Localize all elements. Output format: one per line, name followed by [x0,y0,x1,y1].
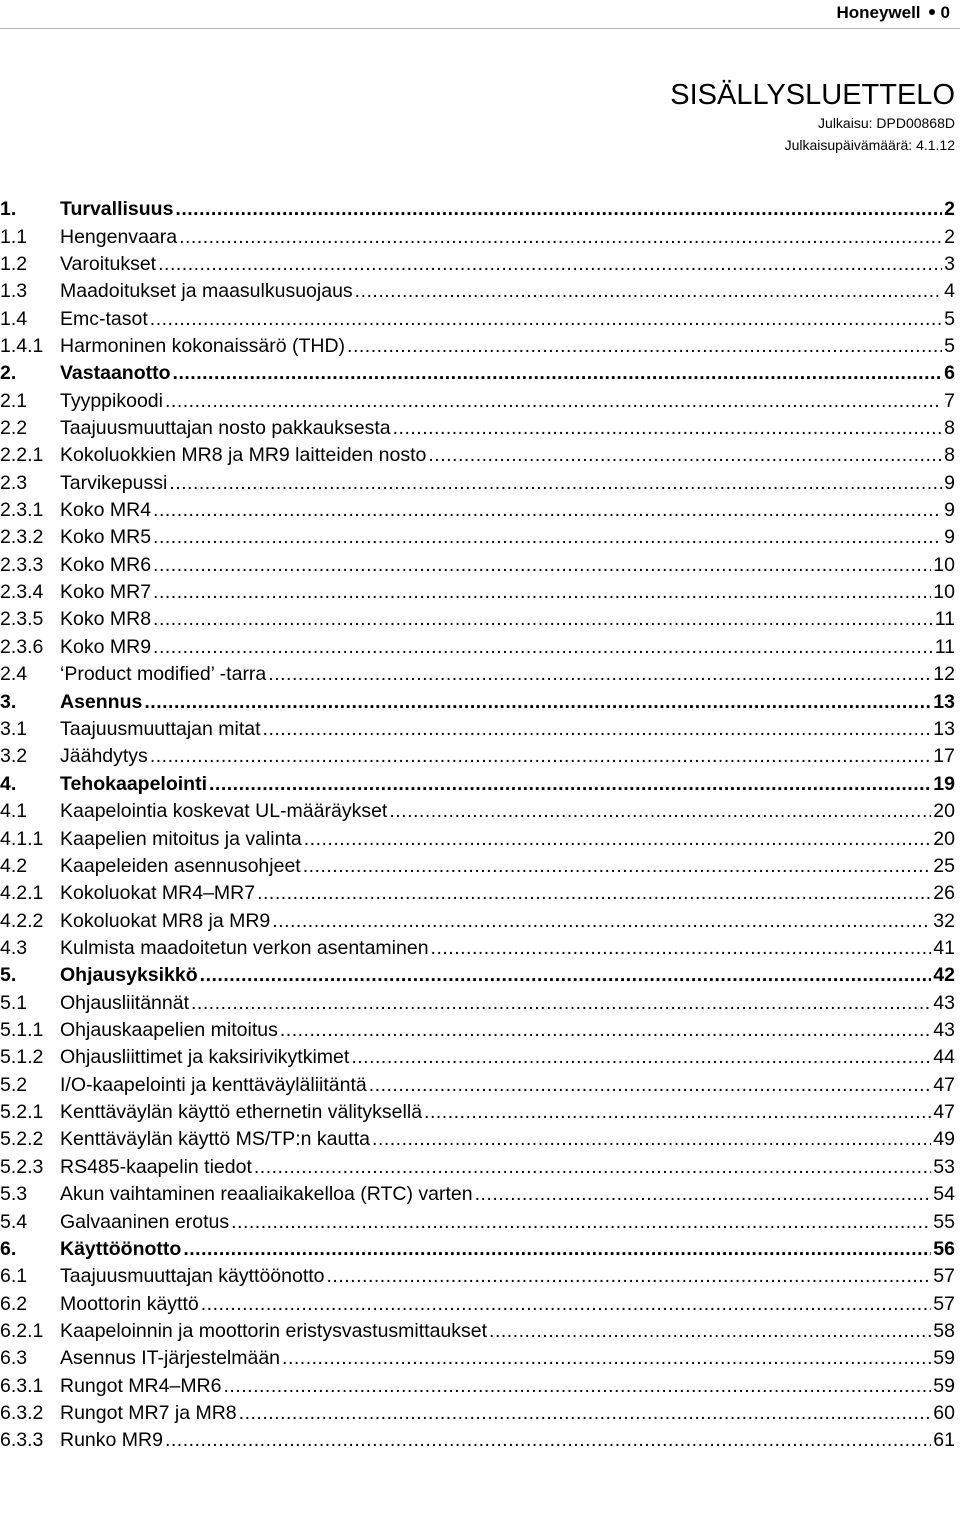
toc-entry-number: 2.3.4 [0,581,44,604]
toc-entry-number: 6.3.2 [0,1402,44,1425]
toc-dot-leader [153,552,931,579]
header-content [836,3,950,23]
toc-dot-leader [201,1291,932,1318]
toc-entry[interactable] [0,661,955,688]
toc-entry[interactable] [0,880,955,907]
toc-entry[interactable] [0,1400,955,1427]
toc-entry[interactable] [0,388,955,415]
toc-entry-page: 53 [933,1155,955,1178]
toc-entry-title: Maadoitukset ja maasulkusuojaus [60,280,353,303]
toc-entry-page: 32 [933,909,955,932]
toc-entry-page: 6 [944,362,955,385]
toc-dot-leader [424,1099,931,1126]
toc-entry-page: 9 [944,499,955,522]
toc-entry-page: 42 [933,964,955,987]
toc-entry-page: 11 [934,608,955,631]
toc-entry-page: 43 [933,991,955,1014]
toc-entry[interactable] [0,1072,955,1099]
toc-dot-leader [175,196,942,223]
toc-dot-leader [303,853,932,880]
toc-entry-page: 20 [933,800,955,823]
toc-entry-title: Kenttäväylän käyttö ethernetin välityksellä [60,1101,423,1124]
toc-entry-title: Kokoluokat MR8 ja MR9 [60,909,271,932]
toc-entry-title: Ohjausliitännät [60,991,189,1014]
toc-entry-number: 2.3 [0,471,28,494]
toc-entry-page: 49 [933,1128,955,1151]
toc-entry-page: 60 [933,1402,955,1425]
toc-dot-leader [393,415,943,442]
toc-entry-number: 4.2 [0,854,28,877]
toc-entry[interactable] [0,1291,955,1318]
toc-entry[interactable] [0,278,955,305]
toc-entry-number: 4.1.1 [0,827,44,850]
toc-dot-leader [239,1400,932,1427]
toc-dot-leader [475,1181,932,1208]
toc-dot-leader [165,1427,931,1454]
toc-entry[interactable] [0,579,955,606]
toc-entry-number: 5.2.1 [0,1101,44,1124]
toc-entry-title: Käyttöönotto [60,1237,182,1260]
toc-dot-leader [183,1236,931,1263]
toc-entry[interactable] [0,743,955,770]
toc-entry[interactable] [0,634,955,661]
toc-entry-number: 2.3.6 [0,635,44,658]
toc-dot-leader [280,1017,931,1044]
toc-entry-page: 10 [933,553,955,576]
toc-dot-leader [150,743,931,770]
toc-entry-page: 56 [933,1237,955,1260]
toc-entry-number: 1.1 [0,225,28,248]
toc-entry[interactable] [0,1427,955,1454]
toc-entry-title: ‘Product modified’ -tarra [60,663,267,686]
toc-entry-page: 55 [933,1210,955,1233]
toc-entry-title: Kaapeloinnin ja moottorin eristysvastusmittaukset [60,1320,488,1343]
toc-entry[interactable] [0,1181,955,1208]
toc-entry-number: 6.3.3 [0,1429,44,1452]
toc-dot-leader [150,306,942,333]
toc-entry-page: 41 [933,936,955,959]
toc-entry-title: Koko MR4 [60,499,152,522]
toc-dot-leader [153,497,942,524]
toc-entry-page: 17 [933,745,955,768]
toc-dot-leader [153,524,942,551]
toc-entry[interactable] [0,524,955,551]
toc-entry-page: 12 [933,663,955,686]
toc-entry-page: 26 [933,882,955,905]
toc-entry-title: Emc-tasot [60,307,148,330]
toc-entry-page: 9 [944,526,955,549]
toc-entry[interactable] [0,1044,955,1071]
toc-entry-title: Kaapelien mitoitus ja valinta [60,827,302,850]
toc-entry-number: 6.1 [0,1265,28,1288]
title-block [670,78,955,156]
toc-entry-title: Kaapeleiden asennusohjeet [60,854,301,877]
toc-entry-page: 47 [933,1101,955,1124]
toc-entry[interactable] [0,497,955,524]
toc-entry[interactable] [0,1017,955,1044]
toc-entry-title: Ohjausliittimet ja kaksirivikytkimet [60,1046,350,1069]
toc-entry-title: Ohjausyksikkö [60,964,198,987]
toc-entry-title: Tarvikepussi [60,471,168,494]
toc-dot-leader [254,1154,931,1181]
toc-dot-leader [257,880,931,907]
toc-entry-title: Koko MR7 [60,581,152,604]
toc-entry-number: 2.3.1 [0,499,44,522]
toc-entry-title: Kokoluokkien MR8 ja MR9 laitteiden nosto [60,444,427,467]
toc-entry-number: 2.3.5 [0,608,44,631]
toc-entry-number: 5.2 [0,1073,28,1096]
toc-entry-page: 11 [934,635,955,658]
toc-entry-number: 2.3.2 [0,526,44,549]
toc-entry-page: 61 [933,1429,955,1452]
toc-entry-title: Koko MR9 [60,635,152,658]
toc-entry-page: 57 [933,1292,955,1315]
toc-entry[interactable] [0,935,955,962]
toc-dot-leader [158,251,942,278]
toc-entry-title: Akun vaihtaminen reaaliaikakelloa (RTC) varten [60,1183,473,1206]
toc-entry-page: 10 [933,581,955,604]
toc-dot-leader [153,634,933,661]
toc-entry-title: Tyyppikoodi [60,389,163,412]
toc-entry-number: 1.3 [0,280,28,303]
toc-entry[interactable] [0,552,955,579]
toc-entry[interactable] [0,908,955,935]
toc-entry-page: 5 [944,307,955,330]
toc-entry-number: 6. [0,1237,17,1260]
toc-entry-number: 4.1 [0,800,28,823]
toc-entry-page: 19 [933,772,955,795]
toc-entry[interactable] [0,415,955,442]
toc-entry[interactable] [0,306,955,333]
toc-entry-title: Harmoninen kokonaissärö (THD) [60,334,346,357]
toc-entry-title: Moottorin käyttö [60,1292,199,1315]
toc-dot-leader [351,1044,931,1071]
toc-entry-page: 13 [933,718,955,740]
toc-entry-page: 47 [933,1073,955,1096]
toc-dot-leader [369,1072,932,1099]
toc-dot-leader [231,1209,931,1236]
toc-entry-page: 13 [933,690,955,713]
toc-entry-title: Varoitukset [60,252,157,275]
toc-entry-title: Asennus IT-järjestelmään [60,1347,281,1370]
toc-entry-number: 1.2 [0,252,28,275]
toc-dot-leader [304,826,932,853]
toc-entry-title: Taajuusmuuttajan nosto pakkauksesta [60,417,391,440]
toc-entry-title: Rungot MR4–MR6 [60,1374,222,1397]
toc-entry-title: Galvaaninen erotus [60,1210,230,1233]
toc-entry-number: 3.1 [0,718,28,740]
toc-dot-leader [209,771,931,798]
toc-entry[interactable] [0,333,955,360]
toc-entry-number: 3. [0,690,17,713]
toc-entry-page: 3 [944,252,955,275]
toc-entry-number: 5.1.1 [0,1019,44,1042]
toc-entry-number: 5.2.2 [0,1128,44,1151]
toc-entry-title: Koko MR5 [60,526,152,549]
toc-entry[interactable] [0,1263,955,1290]
page-header [0,0,960,29]
toc-dot-leader [191,990,931,1017]
toc-entry-title: RS485-kaapelin tiedot [60,1155,252,1178]
toc-dot-leader [355,278,942,305]
toc-entry-page: 43 [933,1019,955,1042]
toc-entry-title: Vastaanotto [60,362,171,385]
toc-entry-number: 2.1 [0,389,28,412]
toc-dot-leader [431,935,932,962]
toc-dot-leader [489,1318,931,1345]
toc-dot-leader [153,579,931,606]
toc-section-entry[interactable] [0,962,955,990]
toc-entry-page: 2 [944,225,955,248]
toc-entry[interactable] [0,1126,955,1153]
toc-dot-leader [268,661,931,688]
toc-entry-title: Kokoluokat MR4–MR7 [60,882,256,905]
toc-entry[interactable] [0,224,955,251]
toc-entry-title: I/O-kaapelointi ja kenttäväyläliitäntä [60,1073,367,1096]
toc-dot-leader [389,798,931,825]
toc-entry-page: 9 [944,471,955,494]
toc-entry[interactable] [0,990,955,1017]
toc-entry-number: 2.2 [0,417,28,440]
toc-entry-number: 1.4 [0,307,28,330]
page-number: 0 [940,3,950,22]
toc-entry-number: 4.3 [0,936,28,959]
toc-dot-leader [263,716,932,743]
toc-entry-page: 54 [933,1183,955,1206]
toc-dot-leader [144,689,931,716]
toc-entry-title: Koko MR8 [60,608,152,631]
toc-entry[interactable] [0,1209,955,1236]
toc-entry-page: 4 [944,280,955,303]
toc-entry-title: Asennus [60,690,143,713]
toc-entry-number: 6.3.1 [0,1374,44,1397]
toc-entry[interactable] [0,1373,955,1400]
toc-entry-page: 2 [944,198,955,220]
toc-dot-leader [327,1263,932,1290]
toc-entry-number: 1.4.1 [0,334,44,357]
toc-entry[interactable] [0,1154,955,1181]
toc-entry-page: 5 [944,334,955,357]
toc-entry-number: 5.1.2 [0,1046,44,1069]
toc-entry[interactable] [0,1318,955,1345]
toc-entry[interactable] [0,470,955,497]
toc-dot-leader [153,606,933,633]
toc-entry-page: 57 [933,1265,955,1288]
toc-entry-number: 6.2 [0,1292,28,1315]
toc-dot-leader [428,442,942,469]
toc-dot-leader [169,470,942,497]
toc-entry[interactable] [0,1099,955,1126]
toc-entry-page: 59 [933,1347,955,1370]
toc-dot-leader [372,1126,931,1153]
toc-entry-title: Kaapelointia koskevat UL-määräykset [60,800,388,823]
page-title: SISÄLLYSLUETTELO [670,79,955,111]
toc-entry-number: 4. [0,772,17,795]
toc-section-entry[interactable] [0,196,955,224]
toc-entry-number: 2.4 [0,663,28,686]
toc-entry-number: 6.2.1 [0,1320,44,1343]
toc-dot-leader [179,224,942,251]
toc-section-entry[interactable] [0,360,955,388]
toc-dot-leader [165,388,942,415]
toc-entry-page: 7 [944,389,955,412]
toc-entry-title: Runko MR9 [60,1429,163,1452]
toc-entry[interactable] [0,853,955,880]
toc-entry-number: 4.2.1 [0,882,44,905]
toc-entry[interactable] [0,798,955,825]
toc-entry-title: Kulmista maadoitetun verkon asentaminen [60,936,429,959]
toc-entry-page: 8 [944,417,955,440]
toc-dot-leader [347,333,942,360]
toc-entry-number: 5.1 [0,991,28,1014]
toc-entry-number: 3.2 [0,745,28,768]
toc-entry-number: 5. [0,964,17,987]
toc-entry-number: 6.3 [0,1347,28,1370]
toc-dot-leader [272,908,931,935]
toc-entry-page: 59 [933,1374,955,1397]
toc-entry-title: Rungot MR7 ja MR8 [60,1402,237,1425]
table-of-contents [0,196,955,1455]
toc-entry-title: Ohjauskaapelien mitoitus [60,1019,278,1042]
toc-entry-title: Taajuusmuuttajan mitat [60,718,261,740]
toc-entry[interactable] [0,606,955,633]
toc-entry-page: 20 [933,827,955,850]
toc-entry-title: Jäähdytys [60,745,148,768]
publication-id: Julkaisu: DPD00868D [818,115,955,131]
toc-dot-leader [173,360,943,387]
toc-entry-number: 2.3.3 [0,553,44,576]
toc-entry[interactable] [0,1345,955,1372]
toc-dot-leader [223,1373,931,1400]
toc-entry-title: Taajuusmuuttajan käyttöönotto [60,1265,325,1288]
toc-entry-number: 2. [0,362,17,385]
toc-entry-title: Tehokaapelointi [60,772,207,795]
toc-entry-page: 8 [944,444,955,467]
brand-name: Honeywell [836,3,921,22]
bullet-icon [929,9,935,15]
toc-section-entry[interactable] [0,689,955,717]
toc-dot-leader [200,962,932,989]
toc-dot-leader [282,1345,931,1372]
publication-date: Julkaisupäivämäärä: 4.1.12 [784,137,955,153]
toc-entry[interactable] [0,826,955,853]
toc-entry-number: 4.2.2 [0,909,44,932]
toc-entry-number: 1. [0,198,17,220]
toc-entry[interactable] [0,442,955,469]
toc-entry-title: Hengenvaara [60,225,178,248]
toc-entry[interactable] [0,251,955,278]
toc-section-entry[interactable] [0,771,955,799]
toc-entry[interactable] [0,716,955,743]
toc-entry-number: 2.2.1 [0,444,44,467]
toc-entry-page: 44 [933,1046,955,1069]
toc-entry-page: 25 [933,854,955,877]
toc-entry-title: Turvallisuus [60,198,174,220]
toc-section-entry[interactable] [0,1236,955,1264]
toc-entry-title: Koko MR6 [60,553,152,576]
toc-entry-number: 5.2.3 [0,1155,44,1178]
toc-entry-title: Kenttäväylän käyttö MS/TP:n kautta [60,1128,370,1151]
toc-entry-number: 5.4 [0,1210,28,1233]
toc-entry-number: 5.3 [0,1183,28,1206]
toc-entry-page: 58 [933,1320,955,1343]
